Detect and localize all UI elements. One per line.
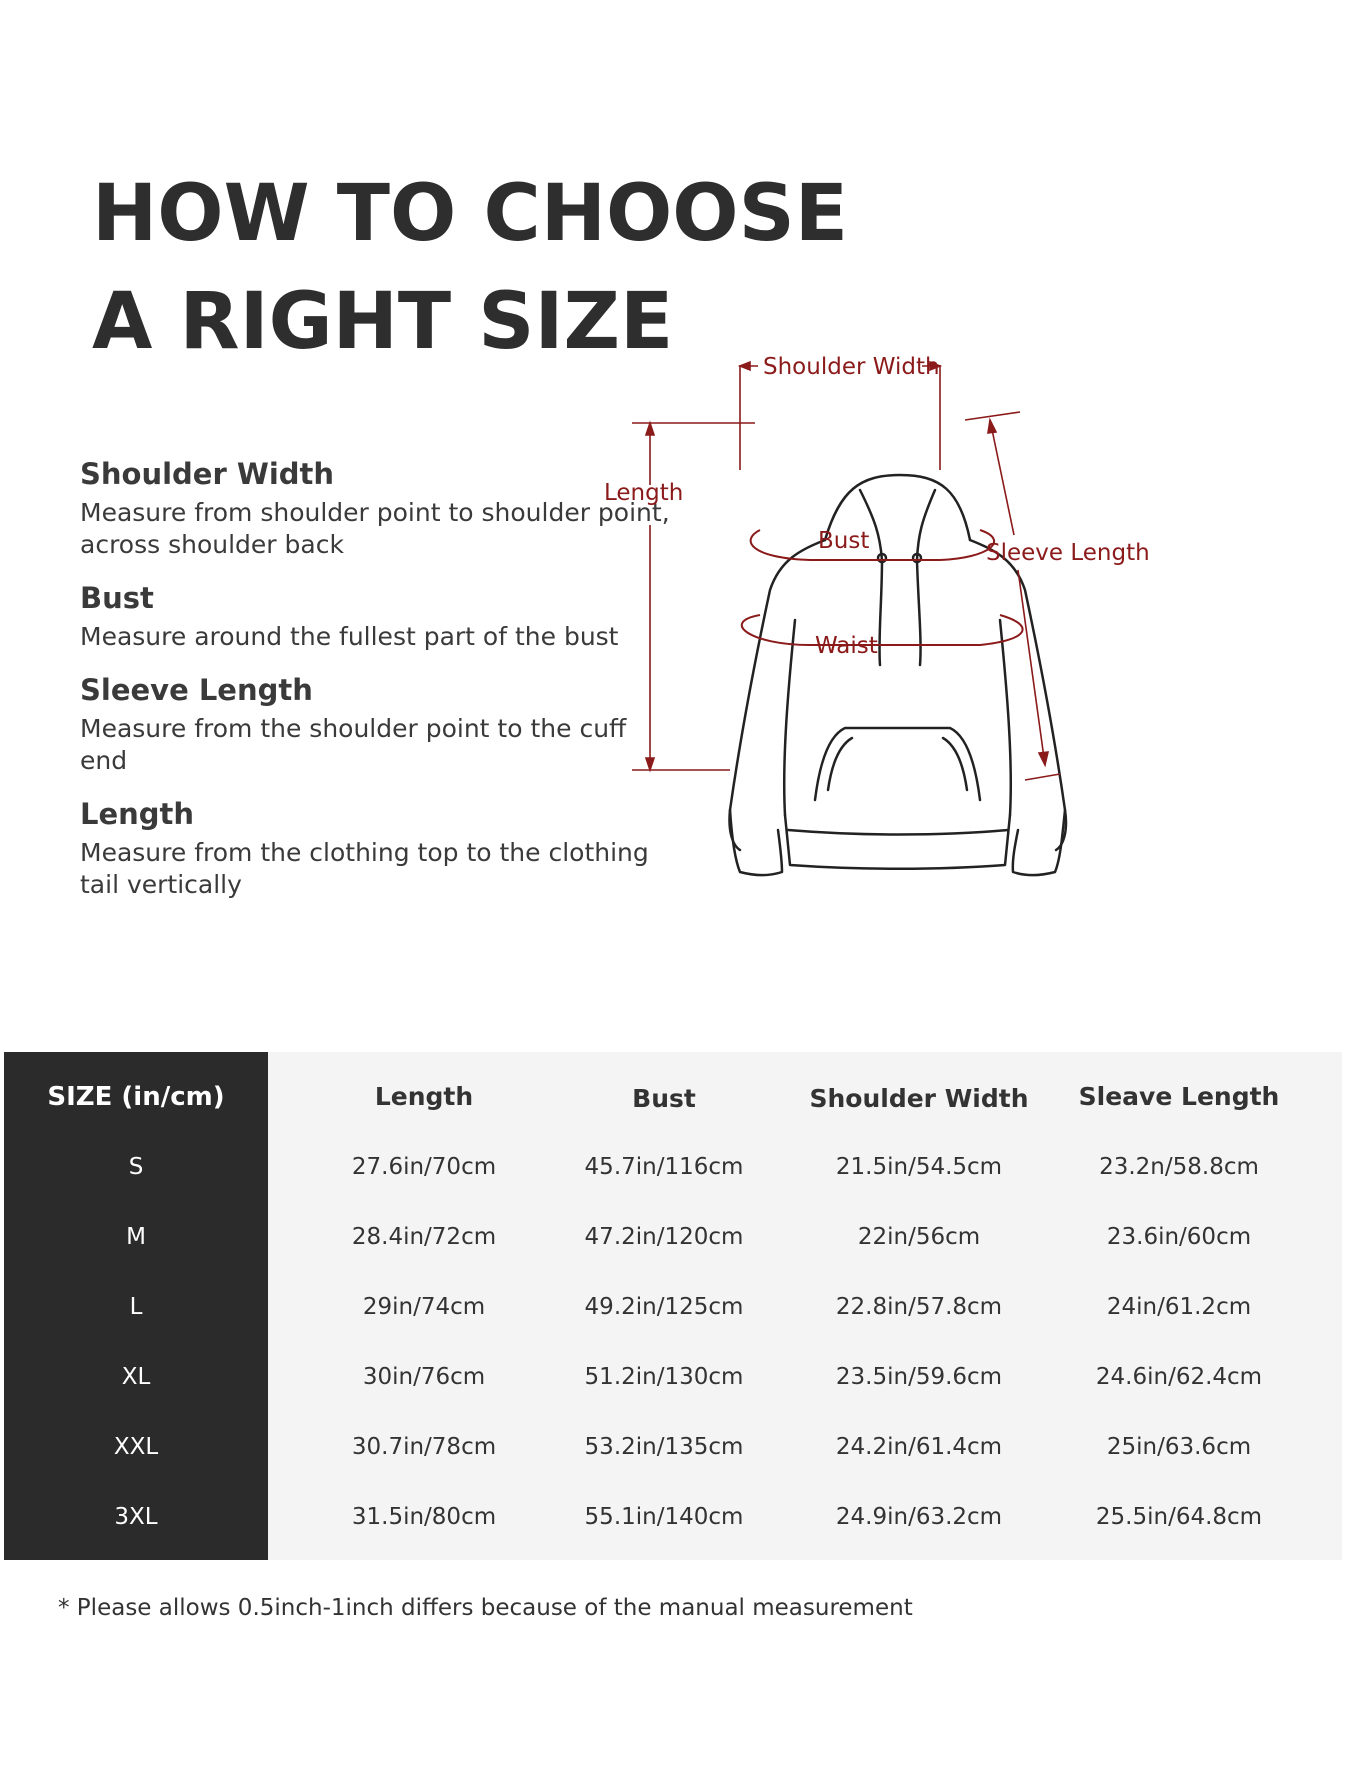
guide-item-sleeve-length [80, 671, 680, 777]
table-header-length: Length [374, 1082, 474, 1111]
table-cell: 21.5in/54.5cm [835, 1154, 1003, 1180]
table-cell: 30in/76cm [362, 1364, 486, 1390]
size-xxl: XXL [113, 1434, 159, 1460]
table-cell: 24.2in/61.4cm [835, 1434, 1003, 1460]
size-m: M [126, 1224, 146, 1250]
table-cell: 51.2in/130cm [584, 1364, 744, 1390]
guide-text: Measure from the clothing top to the clothing tail vertically [80, 838, 649, 899]
table-cell: 45.7in/116cm [584, 1154, 744, 1180]
table-cell: 25.5in/64.8cm [1095, 1504, 1263, 1530]
table-cell: 27.6in/70cm [351, 1154, 497, 1180]
table-cell: 24in/61.2cm [1106, 1294, 1252, 1320]
table-cell: 47.2in/120cm [584, 1224, 744, 1250]
table-cell: 23.5in/59.6cm [835, 1364, 1003, 1390]
table-header-size: SIZE (in/cm) [47, 1082, 225, 1112]
table-cell: 23.6in/60cm [1106, 1224, 1252, 1250]
table-cell: 29in/74cm [362, 1294, 486, 1320]
bust-label: Bust [818, 528, 870, 554]
table-cell: 49.2in/125cm [584, 1294, 744, 1320]
guide-item-shoulder-width [80, 455, 680, 561]
guide-heading: Shoulder Width [80, 457, 335, 491]
guide-heading: Length [80, 797, 195, 831]
table-cell: 24.6in/62.4cm [1095, 1364, 1263, 1390]
table-cell: 22.8in/57.8cm [835, 1294, 1003, 1320]
sleeve-length-label: Sleeve Length [986, 540, 1150, 566]
table-header-sleave-length: Sleave Length [1078, 1082, 1280, 1111]
guide-text: Measure from the shoulder point to the cuff end [80, 714, 627, 775]
waist-label: Waist [815, 633, 878, 659]
shoulder-width-label: Shoulder Width [763, 354, 940, 380]
table-header-bust: Bust [632, 1084, 696, 1113]
length-label: Length [604, 480, 684, 506]
guide-heading: Bust [80, 581, 154, 615]
hoodie-illustration [729, 475, 1066, 875]
size-xl: XL [121, 1364, 151, 1390]
table-cell: 31.5in/80cm [351, 1504, 497, 1530]
title-line-2: A RIGHT SIZE [92, 277, 674, 367]
table-cell: 28.4in/72cm [351, 1224, 497, 1250]
bust-measure-line [751, 530, 994, 560]
table-cell: 55.1in/140cm [584, 1504, 744, 1530]
guide-item-bust [80, 579, 680, 653]
guide-item-length [80, 795, 680, 901]
size-l: L [129, 1294, 143, 1320]
size-table [4, 1052, 1342, 1560]
hoodie-diagram [604, 354, 1300, 960]
waist-measure-line [742, 615, 1023, 645]
guide-text: Measure around the fullest part of the bust [80, 622, 619, 651]
size-column [4, 1052, 268, 1560]
table-cell: 53.2in/135cm [584, 1434, 744, 1460]
measurement-guide [80, 455, 680, 919]
title-line-1: HOW TO CHOOSE [92, 169, 849, 259]
table-cell: 30.7in/78cm [351, 1434, 497, 1460]
size-3xl: 3XL [114, 1504, 158, 1530]
guide-heading: Sleeve Length [80, 673, 313, 707]
table-header-shoulder-width: Shoulder Width [809, 1084, 1029, 1113]
table-cell: 25in/63.6cm [1106, 1434, 1252, 1460]
page-title [92, 160, 848, 376]
guide-text: Measure from shoulder point to shoulder point, across shoulder back [80, 498, 670, 559]
table-cell: 23.2n/58.8cm [1099, 1154, 1259, 1180]
size-s: S [128, 1154, 144, 1180]
table-cell: 24.9in/63.2cm [835, 1504, 1003, 1530]
measurement-note: * Please allows 0.5inch-1inch differs because of the manual measurement [58, 1595, 913, 1621]
table-cell: 22in/56cm [857, 1224, 981, 1250]
